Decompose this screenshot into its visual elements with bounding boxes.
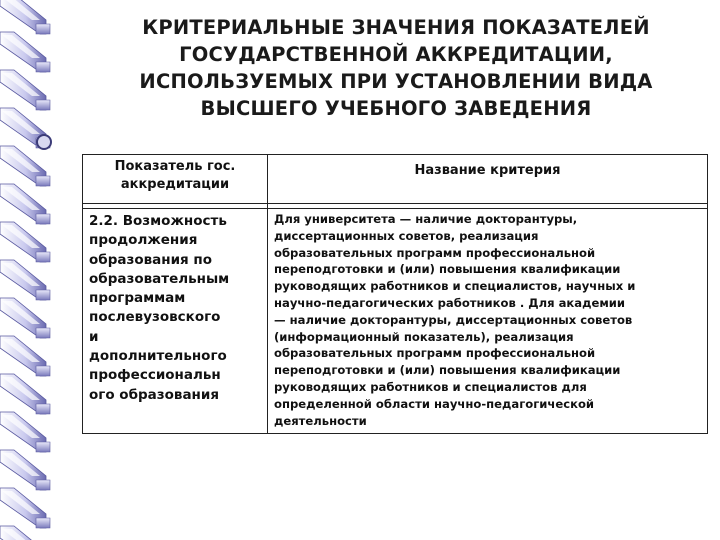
binding-ring	[37, 135, 51, 149]
header-criterion: Название критерия	[268, 155, 708, 204]
criteria-table	[82, 154, 708, 434]
criterion-cell	[268, 209, 708, 434]
criterion-line: научно-педагогических работников . Для академии	[274, 295, 626, 310]
title-line: ВЫСШЕГО УЧЕБНОГО ЗАВЕДЕНИЯ	[200, 97, 592, 120]
binding-coil-wrap	[36, 480, 50, 490]
table-header-row	[83, 155, 708, 204]
indicator-cell	[83, 209, 268, 434]
binding-coil-wrap	[36, 100, 50, 110]
criterion-line: определенной области научно-педагогической	[274, 396, 595, 411]
binding-coil-wrap	[36, 366, 50, 376]
criterion-line: образовательных программ профессиональной	[274, 245, 596, 260]
indicator-line: продолжения	[89, 232, 198, 249]
binding-coil-wrap	[36, 176, 50, 186]
header-indicator	[83, 155, 268, 204]
indicator-line: профессиональн	[89, 367, 221, 384]
binding-coil-wrap	[36, 214, 50, 224]
criterion-line: Для университета — наличие докторантуры,	[274, 212, 578, 226]
criterion-line: руководящих работников и специалистов для	[274, 379, 587, 394]
criterion-line: диссертационных советов, реализация	[274, 228, 539, 243]
title-line: КРИТЕРИАЛЬНЫЕ ЗНАЧЕНИЯ ПОКАЗАТЕЛЕЙ	[142, 16, 650, 39]
indicator-line: образовательным	[89, 270, 230, 287]
criterion-line: деятельности	[274, 413, 367, 428]
criterion-line: — наличие докторантуры, диссертационных советов	[274, 312, 633, 327]
binding-coil-wrap	[36, 290, 50, 300]
header-indicator-line: Показатель гос.	[114, 159, 236, 174]
criterion-line: руководящих работников и специалистов, научных и	[274, 279, 636, 294]
table-row	[83, 209, 708, 434]
binding-coil-wrap	[36, 328, 50, 338]
indicator-line: ого образования	[89, 386, 220, 403]
indicator-line: послевузовского	[89, 309, 221, 326]
indicator-line: и	[89, 328, 99, 345]
slide-title	[76, 14, 716, 122]
binding-coil-wrap	[36, 442, 50, 452]
header-indicator-line: аккредитации	[120, 177, 230, 192]
binding-coil-wrap	[36, 518, 50, 528]
indicator-line: образования по	[89, 251, 213, 268]
binding-coil-wrap	[36, 24, 50, 34]
spiral-binding-decoration	[0, 0, 58, 540]
binding-coil-wrap	[36, 62, 50, 72]
criterion-line: переподготовки и (или) повышения квалификации	[274, 363, 621, 378]
criterion-line: (информационный показатель), реализация	[274, 329, 574, 344]
title-line: ИСПОЛЬЗУЕМЫХ ПРИ УСТАНОВЛЕНИИ ВИДА	[139, 70, 653, 93]
criterion-line: переподготовки и (или) повышения квалификации	[274, 262, 621, 277]
indicator-line: дополнительного	[89, 348, 227, 365]
binding-coil-wrap	[36, 404, 50, 414]
indicator-line: 2.2. Возможность	[89, 213, 227, 229]
title-line: ГОСУДАРСТВЕННОЙ АККРЕДИТАЦИИ,	[179, 43, 613, 66]
indicator-line: программам	[89, 290, 186, 307]
binding-coil-wrap	[36, 252, 50, 262]
criterion-line: образовательных программ профессиональной	[274, 346, 596, 361]
